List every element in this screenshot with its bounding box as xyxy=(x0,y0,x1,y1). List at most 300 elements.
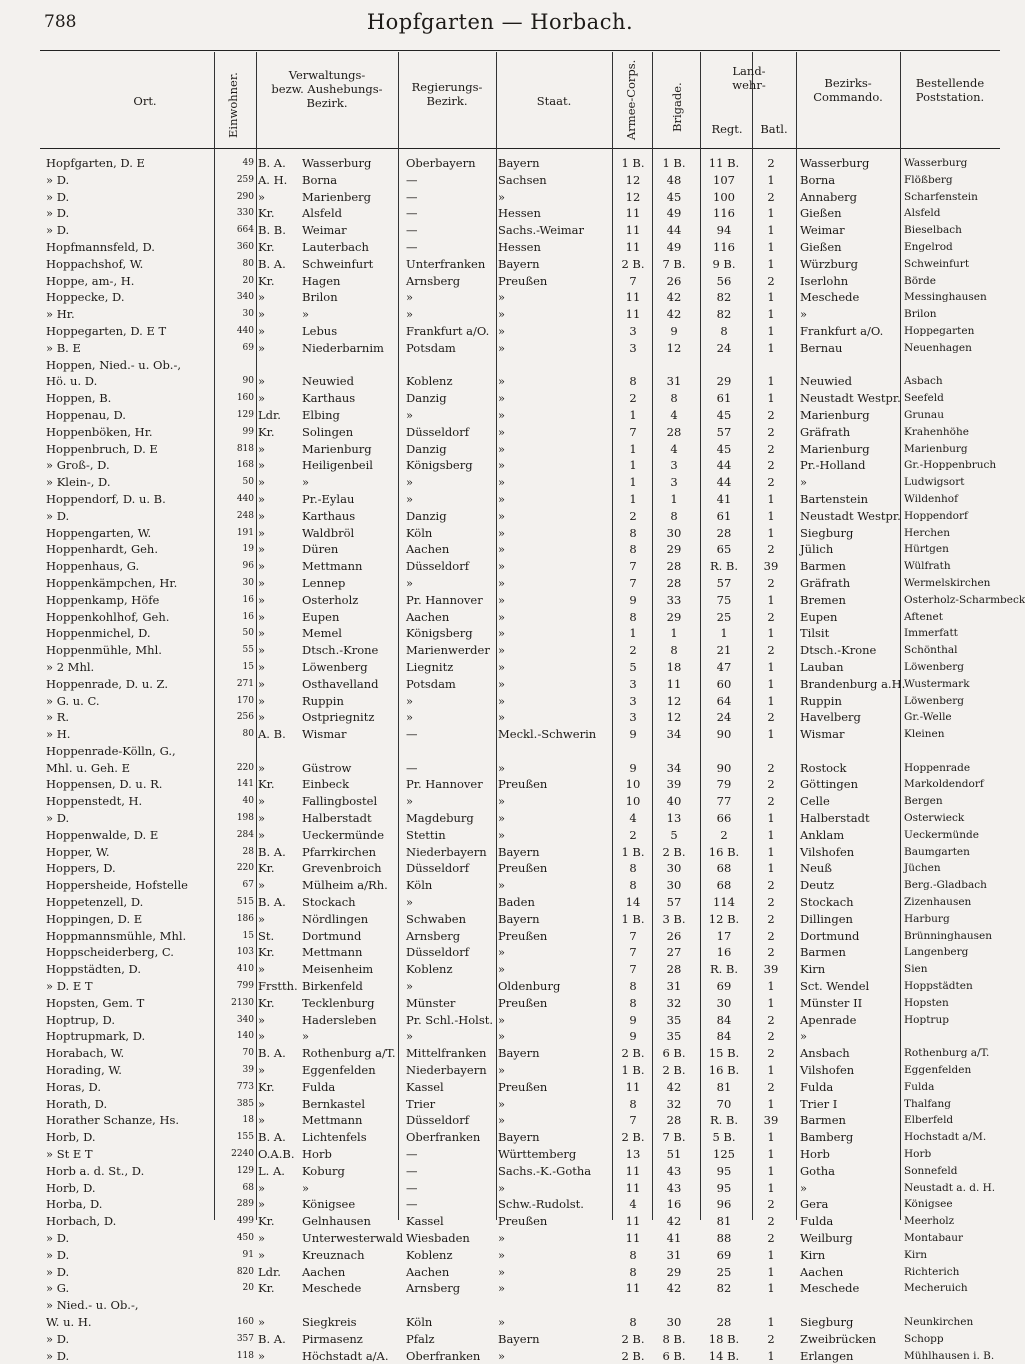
cell-district-command: » xyxy=(800,307,808,322)
cell-post-station: Jüchen xyxy=(904,862,941,875)
cell-place-name: Hoppegarten, D. E T xyxy=(46,323,167,338)
cell-state: Hessen xyxy=(498,239,541,254)
cell-army-corps: 11 xyxy=(625,1180,641,1195)
cell-regierungsbezirk: » xyxy=(406,290,414,305)
table-row xyxy=(40,373,1000,390)
cell-regierungsbezirk: Koblenz xyxy=(406,374,453,389)
cell-army-corps: 2 B. xyxy=(621,256,645,271)
cell-place-name: Hoppenhardt, Geh. xyxy=(46,542,158,557)
cell-state: Preußen xyxy=(498,995,548,1010)
cell-district-type: B. A. xyxy=(258,1046,286,1061)
cell-place-name: Hoppenwalde, D. E xyxy=(46,827,159,842)
cell-place-name: » D. xyxy=(46,1348,70,1363)
cell-post-station: Eggenfelden xyxy=(904,1064,972,1077)
cell-army-corps: 11 xyxy=(625,1231,641,1245)
cell-population: 385 xyxy=(236,1098,254,1109)
table-row xyxy=(40,642,1000,659)
cell-regierungsbezirk: Münster xyxy=(406,995,456,1010)
col-header-poststation: Bestellende Poststation. xyxy=(915,76,985,104)
cell-landwehr-battalion: 2 xyxy=(767,475,775,490)
table-row xyxy=(40,911,1000,928)
cell-district-command: Eupen xyxy=(800,609,838,624)
cell-landwehr-regiment: 28 xyxy=(716,525,732,540)
cell-place-name: Hopper, W. xyxy=(46,844,110,859)
cell-place-name: Horb, D. xyxy=(46,1130,96,1145)
cell-population: 19 xyxy=(242,544,254,555)
table-row xyxy=(40,1062,1000,1079)
cell-post-station: Wustermark xyxy=(904,677,970,690)
cell-district: Niederbarnim xyxy=(302,340,384,355)
cell-state: Bayern xyxy=(498,1331,540,1346)
cell-army-corps: 7 xyxy=(629,1113,637,1128)
cell-post-station: Rothenburg a/T. xyxy=(904,1047,990,1060)
cell-landwehr-battalion: 2 xyxy=(767,878,775,893)
cell-district-type: » xyxy=(258,491,266,506)
cell-district-command: Neuß xyxy=(800,861,832,876)
cell-regierungsbezirk: Köln xyxy=(406,1314,433,1329)
cell-brigade: 1 xyxy=(670,491,678,506)
col-header-batl: Batl. xyxy=(760,122,788,136)
cell-district-type: Ldr. xyxy=(258,1264,281,1279)
cell-landwehr-battalion: 1 xyxy=(767,508,775,523)
cell-district-type: » xyxy=(258,592,266,607)
cell-district-type: » xyxy=(258,676,266,691)
cell-district-command: Weimar xyxy=(800,223,845,238)
cell-district: Hagen xyxy=(302,273,341,288)
cell-district-command: Bamberg xyxy=(800,1130,854,1145)
cell-landwehr-regiment: 116 xyxy=(713,206,735,221)
table-row xyxy=(40,1314,1000,1331)
cell-brigade: 11 xyxy=(666,676,682,691)
cell-state: » xyxy=(498,441,506,456)
cell-post-station: Ludwigsort xyxy=(904,476,965,489)
table-row xyxy=(40,1112,1000,1129)
cell-state: » xyxy=(498,1180,506,1195)
cell-landwehr-battalion: 2 xyxy=(767,1046,775,1061)
cell-district-command: Münster II xyxy=(800,995,863,1010)
cell-district-type: O.A.B. xyxy=(258,1147,295,1162)
cell-state: » xyxy=(498,827,506,842)
top-rule xyxy=(40,50,1000,51)
cell-regierungsbezirk: — xyxy=(406,206,418,221)
cell-population: 290 xyxy=(236,191,254,202)
cell-brigade: 8 xyxy=(670,643,678,658)
cell-landwehr-battalion: 2 xyxy=(767,1012,775,1027)
cell-place-name: Hoppenhaus, G. xyxy=(46,559,140,574)
cell-district-type: Kr. xyxy=(258,861,275,876)
cell-district-type: » xyxy=(258,525,266,540)
cell-post-station: Osterholz-Scharmbeck xyxy=(904,593,1025,606)
cell-landwehr-battalion: 2 xyxy=(767,273,775,288)
cell-place-name: » D. xyxy=(46,811,70,826)
cell-army-corps: 10 xyxy=(625,777,641,792)
cell-post-station: Wermelskirchen xyxy=(904,576,991,589)
cell-place-name: Hoppstädten, D. xyxy=(46,962,142,977)
cell-district-command: Dtsch.-Krone xyxy=(800,643,877,658)
cell-district-type: Frstth. xyxy=(258,979,298,994)
cell-post-station: Richterich xyxy=(904,1265,960,1278)
cell-district: Neuwied xyxy=(302,374,354,389)
cell-post-station: Baumgarten xyxy=(904,845,970,858)
cell-district-command: Marienburg xyxy=(800,407,870,422)
cell-post-station: Hopsten xyxy=(904,996,949,1009)
cell-state: Preußen xyxy=(498,1214,548,1229)
cell-regierungsbezirk: » xyxy=(406,794,414,809)
cell-state: Baden xyxy=(498,895,535,910)
cell-landwehr-battalion: 1 xyxy=(767,525,775,540)
cell-district-type: » xyxy=(258,323,266,338)
cell-post-station: Wasserburg xyxy=(904,157,968,169)
cell-landwehr-regiment: 61 xyxy=(716,508,732,523)
cell-district-command: Gera xyxy=(800,1197,829,1212)
cell-landwehr-regiment: 88 xyxy=(716,1231,732,1245)
cell-regierungsbezirk: » xyxy=(406,693,414,708)
cell-landwehr-battalion: 2 xyxy=(767,424,775,439)
cell-district: Lauterbach xyxy=(302,239,369,254)
cell-district: Ostpriegnitz xyxy=(302,710,375,725)
cell-post-station: Harburg xyxy=(904,912,950,925)
cell-regierungsbezirk: Oberfranken xyxy=(406,1348,481,1363)
cell-district: Dortmund xyxy=(302,928,362,943)
cell-district-type: » xyxy=(258,710,266,725)
cell-post-station: Königsee xyxy=(904,1198,953,1211)
table-row xyxy=(40,541,1000,558)
cell-state: Preußen xyxy=(498,273,548,288)
cell-place-name: W. u. H. xyxy=(46,1314,92,1329)
cell-landwehr-battalion: 1 xyxy=(767,861,775,876)
cell-place-name: Hoppenkämpchen, Hr. xyxy=(46,575,178,590)
cell-state: » xyxy=(498,1231,506,1245)
cell-landwehr-battalion: 1 xyxy=(767,256,775,271)
cell-army-corps: 7 xyxy=(629,928,637,943)
cell-landwehr-regiment: 45 xyxy=(716,441,732,456)
cell-landwehr-battalion: 1 xyxy=(767,1163,775,1178)
cell-regierungsbezirk: Potsdam xyxy=(406,340,456,355)
cell-district-type: » xyxy=(258,1029,266,1044)
cell-district-command: Siegburg xyxy=(800,525,854,540)
cell-regierungsbezirk: Danzig xyxy=(406,508,447,523)
cell-post-station: Brünninghausen xyxy=(904,929,993,942)
cell-population: 49 xyxy=(242,158,254,168)
cell-brigade: 27 xyxy=(666,945,682,960)
cell-population: 103 xyxy=(236,947,254,958)
cell-landwehr-regiment: 25 xyxy=(716,609,732,624)
table-row xyxy=(40,743,1000,760)
cell-state: Sachs.-Weimar xyxy=(498,223,585,238)
cell-regierungsbezirk: Aachen xyxy=(406,609,450,624)
cell-landwehr-battalion: 2 xyxy=(767,575,775,590)
cell-place-name: Hoppenmühle, Mhl. xyxy=(46,643,162,658)
cell-landwehr-regiment: 107 xyxy=(713,172,735,187)
cell-district-type: » xyxy=(258,1348,266,1363)
cell-district: Rothenburg a/T. xyxy=(302,1046,396,1061)
cell-population: 40 xyxy=(242,796,254,807)
cell-district-type: » xyxy=(258,1012,266,1027)
cell-district-command: Göttingen xyxy=(800,777,859,792)
cell-state: » xyxy=(498,1264,506,1279)
cell-district-command: Kirn xyxy=(800,962,826,977)
cell-district-type: » xyxy=(258,542,266,557)
cell-state: Preußen xyxy=(498,1079,548,1094)
cell-place-name: » Nied.- u. Ob.-, xyxy=(46,1298,139,1313)
cell-district-type: » xyxy=(258,643,266,658)
cell-post-station: Löwenberg xyxy=(904,660,964,673)
cell-district: Löwenberg xyxy=(302,659,368,674)
cell-place-name: » D. xyxy=(46,206,70,221)
cell-district: Birkenfeld xyxy=(302,979,363,994)
cell-population: 2130 xyxy=(231,997,254,1008)
table-row xyxy=(40,205,1000,222)
cell-landwehr-regiment: 82 xyxy=(716,290,732,305)
cell-post-station: Zizenhausen xyxy=(904,896,972,909)
cell-population: 140 xyxy=(236,1031,254,1042)
cell-place-name: » B. E xyxy=(46,340,81,355)
cell-district: Meschede xyxy=(302,1281,362,1296)
cell-district-type: » xyxy=(258,374,266,389)
cell-post-station: Neuenhagen xyxy=(904,341,972,354)
cell-district-command: Wismar xyxy=(800,727,845,742)
cell-district-command: Gräfrath xyxy=(800,424,851,439)
cell-regierungsbezirk: » xyxy=(406,710,414,725)
cell-brigade: 29 xyxy=(666,609,682,624)
cell-district-type: » xyxy=(258,290,266,305)
cell-population: 18 xyxy=(242,1115,254,1126)
cell-state: » xyxy=(498,525,506,540)
cell-state: Bayern xyxy=(498,156,540,170)
cell-state: Preußen xyxy=(498,928,548,943)
cell-population: 198 xyxy=(236,813,254,824)
cell-regierungsbezirk: Schwaben xyxy=(406,911,466,926)
cell-place-name: Hoppenrade-Kölln, G., xyxy=(46,743,176,758)
cell-brigade: 34 xyxy=(666,727,682,742)
cell-district: Dtsch.-Krone xyxy=(302,643,379,658)
cell-population: 499 xyxy=(236,1216,254,1227)
col-header-regt: Regt. xyxy=(711,122,743,136)
cell-landwehr-regiment: 12 B. xyxy=(708,911,740,926)
cell-district-type: B. A. xyxy=(258,156,286,170)
cell-landwehr-battalion: 1 xyxy=(767,206,775,221)
cell-landwehr-regiment: 95 xyxy=(716,1180,732,1195)
cell-landwehr-battalion: 2 xyxy=(767,189,775,204)
cell-post-station: Mühlhausen i. B. xyxy=(904,1349,995,1362)
cell-population: 80 xyxy=(242,258,254,269)
col-header-staat: Staat. xyxy=(536,94,572,108)
cell-district: » xyxy=(302,307,310,322)
cell-district: Unterwesterwald xyxy=(302,1231,404,1245)
cell-district-command: Bartenstein xyxy=(800,491,869,506)
cell-district-type: A. H. xyxy=(258,172,288,187)
cell-brigade: 12 xyxy=(666,710,682,725)
cell-landwehr-battalion: 1 xyxy=(767,626,775,641)
cell-place-name: Hopsten, Gem. T xyxy=(46,995,145,1010)
cell-post-station: Grunau xyxy=(904,408,944,421)
cell-district: Tecklenburg xyxy=(302,995,375,1010)
cell-army-corps: 11 xyxy=(625,1163,641,1178)
cell-landwehr-regiment: 45 xyxy=(716,407,732,422)
cell-army-corps: 8 xyxy=(629,525,637,540)
cell-regierungsbezirk: » xyxy=(406,575,414,590)
cell-district-type: » xyxy=(258,307,266,322)
cell-army-corps: 12 xyxy=(625,172,641,187)
cell-district-command: Bremen xyxy=(800,592,846,607)
cell-regierungsbezirk: Aachen xyxy=(406,1264,450,1279)
cell-state: » xyxy=(498,878,506,893)
table-row xyxy=(40,357,1000,374)
cell-landwehr-regiment: 2 xyxy=(720,827,728,842)
cell-regierungsbezirk: — xyxy=(406,1163,418,1178)
cell-district-command: Fulda xyxy=(800,1214,834,1229)
cell-district: Pr.-Eylau xyxy=(302,491,355,506)
cell-brigade: 3 B. xyxy=(662,911,686,926)
cell-army-corps: 1 xyxy=(629,491,637,506)
cell-regierungsbezirk: Koblenz xyxy=(406,962,453,977)
cell-landwehr-regiment: R. B. xyxy=(709,1113,739,1128)
table-row xyxy=(40,1213,1000,1230)
cell-district-type: » xyxy=(258,391,266,406)
cell-army-corps: 3 xyxy=(629,323,637,338)
table-row xyxy=(40,928,1000,945)
cell-district-command: Kirn xyxy=(800,1247,826,1262)
cell-district-type: Kr. xyxy=(258,995,275,1010)
cell-army-corps: 1 B. xyxy=(621,1063,645,1078)
cell-army-corps: 9 xyxy=(629,727,637,742)
cell-army-corps: 8 xyxy=(629,878,637,893)
cell-landwehr-battalion: 1 xyxy=(767,1130,775,1145)
cell-population: 39 xyxy=(242,1065,254,1076)
cell-landwehr-battalion: 1 xyxy=(767,491,775,506)
cell-post-station: Schopp xyxy=(904,1332,944,1345)
cell-brigade: 43 xyxy=(666,1163,682,1178)
cell-district-type: B. A. xyxy=(258,844,286,859)
cell-population: 99 xyxy=(242,426,254,437)
cell-state: Bayern xyxy=(498,844,540,859)
cell-population: 96 xyxy=(242,561,254,572)
cell-army-corps: 11 xyxy=(625,290,641,305)
cell-brigade: 28 xyxy=(666,424,682,439)
cell-army-corps: 2 B. xyxy=(621,1130,645,1145)
cell-landwehr-battalion: 2 xyxy=(767,710,775,725)
cell-district-type: Kr. xyxy=(258,1214,275,1229)
cell-army-corps: 10 xyxy=(625,794,641,809)
cell-landwehr-regiment: 47 xyxy=(716,659,732,674)
cell-district: Wismar xyxy=(302,727,347,742)
table-row xyxy=(40,239,1000,256)
cell-post-station: Immerfatt xyxy=(904,627,958,640)
table-row xyxy=(40,558,1000,575)
cell-regierungsbezirk: Pr. Hannover xyxy=(406,777,483,792)
cell-brigade: 32 xyxy=(666,1096,682,1111)
cell-place-name: » 2 Mhl. xyxy=(46,659,95,674)
cell-district: Lichtenfels xyxy=(302,1130,367,1145)
cell-district: Waldbröl xyxy=(302,525,355,540)
table-row xyxy=(40,189,1000,206)
cell-place-name: Mhl. u. Geh. E xyxy=(46,760,130,775)
table-row xyxy=(40,776,1000,793)
cell-place-name: Hoppenau, D. xyxy=(46,407,126,422)
cell-brigade: 42 xyxy=(666,1281,682,1296)
cell-district: Solingen xyxy=(302,424,354,439)
cell-landwehr-regiment: 68 xyxy=(716,861,732,876)
cell-population: 248 xyxy=(236,510,254,521)
cell-district: Höchstadt a/A. xyxy=(302,1348,389,1363)
cell-landwehr-battalion: 2 xyxy=(767,1079,775,1094)
table-row xyxy=(40,625,1000,642)
cell-post-station: Hoppenrade xyxy=(904,761,971,774)
cell-post-station: Seefeld xyxy=(904,392,944,405)
cell-place-name: Hoppingen, D. E xyxy=(46,911,143,926)
cell-regierungsbezirk: — xyxy=(406,239,418,254)
cell-army-corps: 2 B. xyxy=(621,1331,645,1346)
cell-district: Weimar xyxy=(302,223,347,238)
cell-place-name: » D. xyxy=(46,1247,70,1262)
cell-state: » xyxy=(498,1314,506,1329)
page-number: 788 xyxy=(44,12,77,32)
cell-population: 360 xyxy=(236,241,254,252)
table-row xyxy=(40,961,1000,978)
cell-district-type: Kr. xyxy=(258,945,275,960)
cell-district-type: » xyxy=(258,760,266,775)
cell-state: » xyxy=(498,962,506,977)
cell-landwehr-battalion: 1 xyxy=(767,1096,775,1111)
cell-place-name: Hoppmannsmühle, Mhl. xyxy=(46,928,187,943)
cell-brigade: 18 xyxy=(666,659,682,674)
cell-population: 28 xyxy=(242,846,254,857)
cell-landwehr-battalion: 1 xyxy=(767,391,775,406)
table-row xyxy=(40,793,1000,810)
cell-place-name: Hö. u. D. xyxy=(46,374,98,389)
cell-district-command: Frankfurt a/O. xyxy=(800,323,884,338)
cell-regierungsbezirk: Mittelfranken xyxy=(406,1046,487,1061)
cell-state: » xyxy=(498,659,506,674)
col-header-regierung: Regierungs- Bezirk. xyxy=(411,80,483,108)
cell-district-type: B. A. xyxy=(258,1130,286,1145)
cell-district-type: » xyxy=(258,575,266,590)
cell-regierungsbezirk: Düsseldorf xyxy=(406,424,469,439)
cell-brigade: 6 B. xyxy=(662,1046,686,1061)
cell-place-name: » D. E T xyxy=(46,979,93,994)
cell-population: 259 xyxy=(236,174,254,185)
cell-landwehr-regiment: 95 xyxy=(716,1163,732,1178)
cell-place-name: Hoppen, Nied.- u. Ob.-, xyxy=(46,357,182,372)
cell-landwehr-battalion: 2 xyxy=(767,911,775,926)
cell-brigade: 7 B. xyxy=(662,1130,686,1145)
cell-population: 168 xyxy=(236,460,254,471)
cell-place-name: Hoppensen, D. u. R. xyxy=(46,777,163,792)
cell-district-type: Kr. xyxy=(258,239,275,254)
cell-district: Mülheim a/Rh. xyxy=(302,878,388,893)
cell-post-station: Osterwieck xyxy=(904,812,965,825)
cell-state: » xyxy=(498,1012,506,1027)
cell-landwehr-regiment: 16 B. xyxy=(708,1063,740,1078)
table-row xyxy=(40,1129,1000,1146)
cell-state: Hessen xyxy=(498,206,541,221)
cell-district-command: Dortmund xyxy=(800,928,860,943)
cell-state: » xyxy=(498,290,506,305)
cell-place-name: Hoppe, am-, H. xyxy=(46,273,135,288)
cell-district-command: Ansbach xyxy=(800,1046,850,1061)
cell-landwehr-battalion: 1 xyxy=(767,827,775,842)
cell-population: 330 xyxy=(236,208,254,219)
cell-state: » xyxy=(498,1029,506,1044)
cell-army-corps: 13 xyxy=(625,1147,641,1162)
cell-brigade: 28 xyxy=(666,575,682,590)
cell-place-name: » R. xyxy=(46,710,70,725)
cell-landwehr-battalion: 39 xyxy=(763,1113,779,1128)
cell-state: Meckl.-Schwerin xyxy=(498,727,597,742)
cell-regierungsbezirk: Königsberg xyxy=(406,626,473,641)
cell-place-name: » D. xyxy=(46,1331,70,1346)
cell-landwehr-regiment: 82 xyxy=(716,1281,732,1296)
